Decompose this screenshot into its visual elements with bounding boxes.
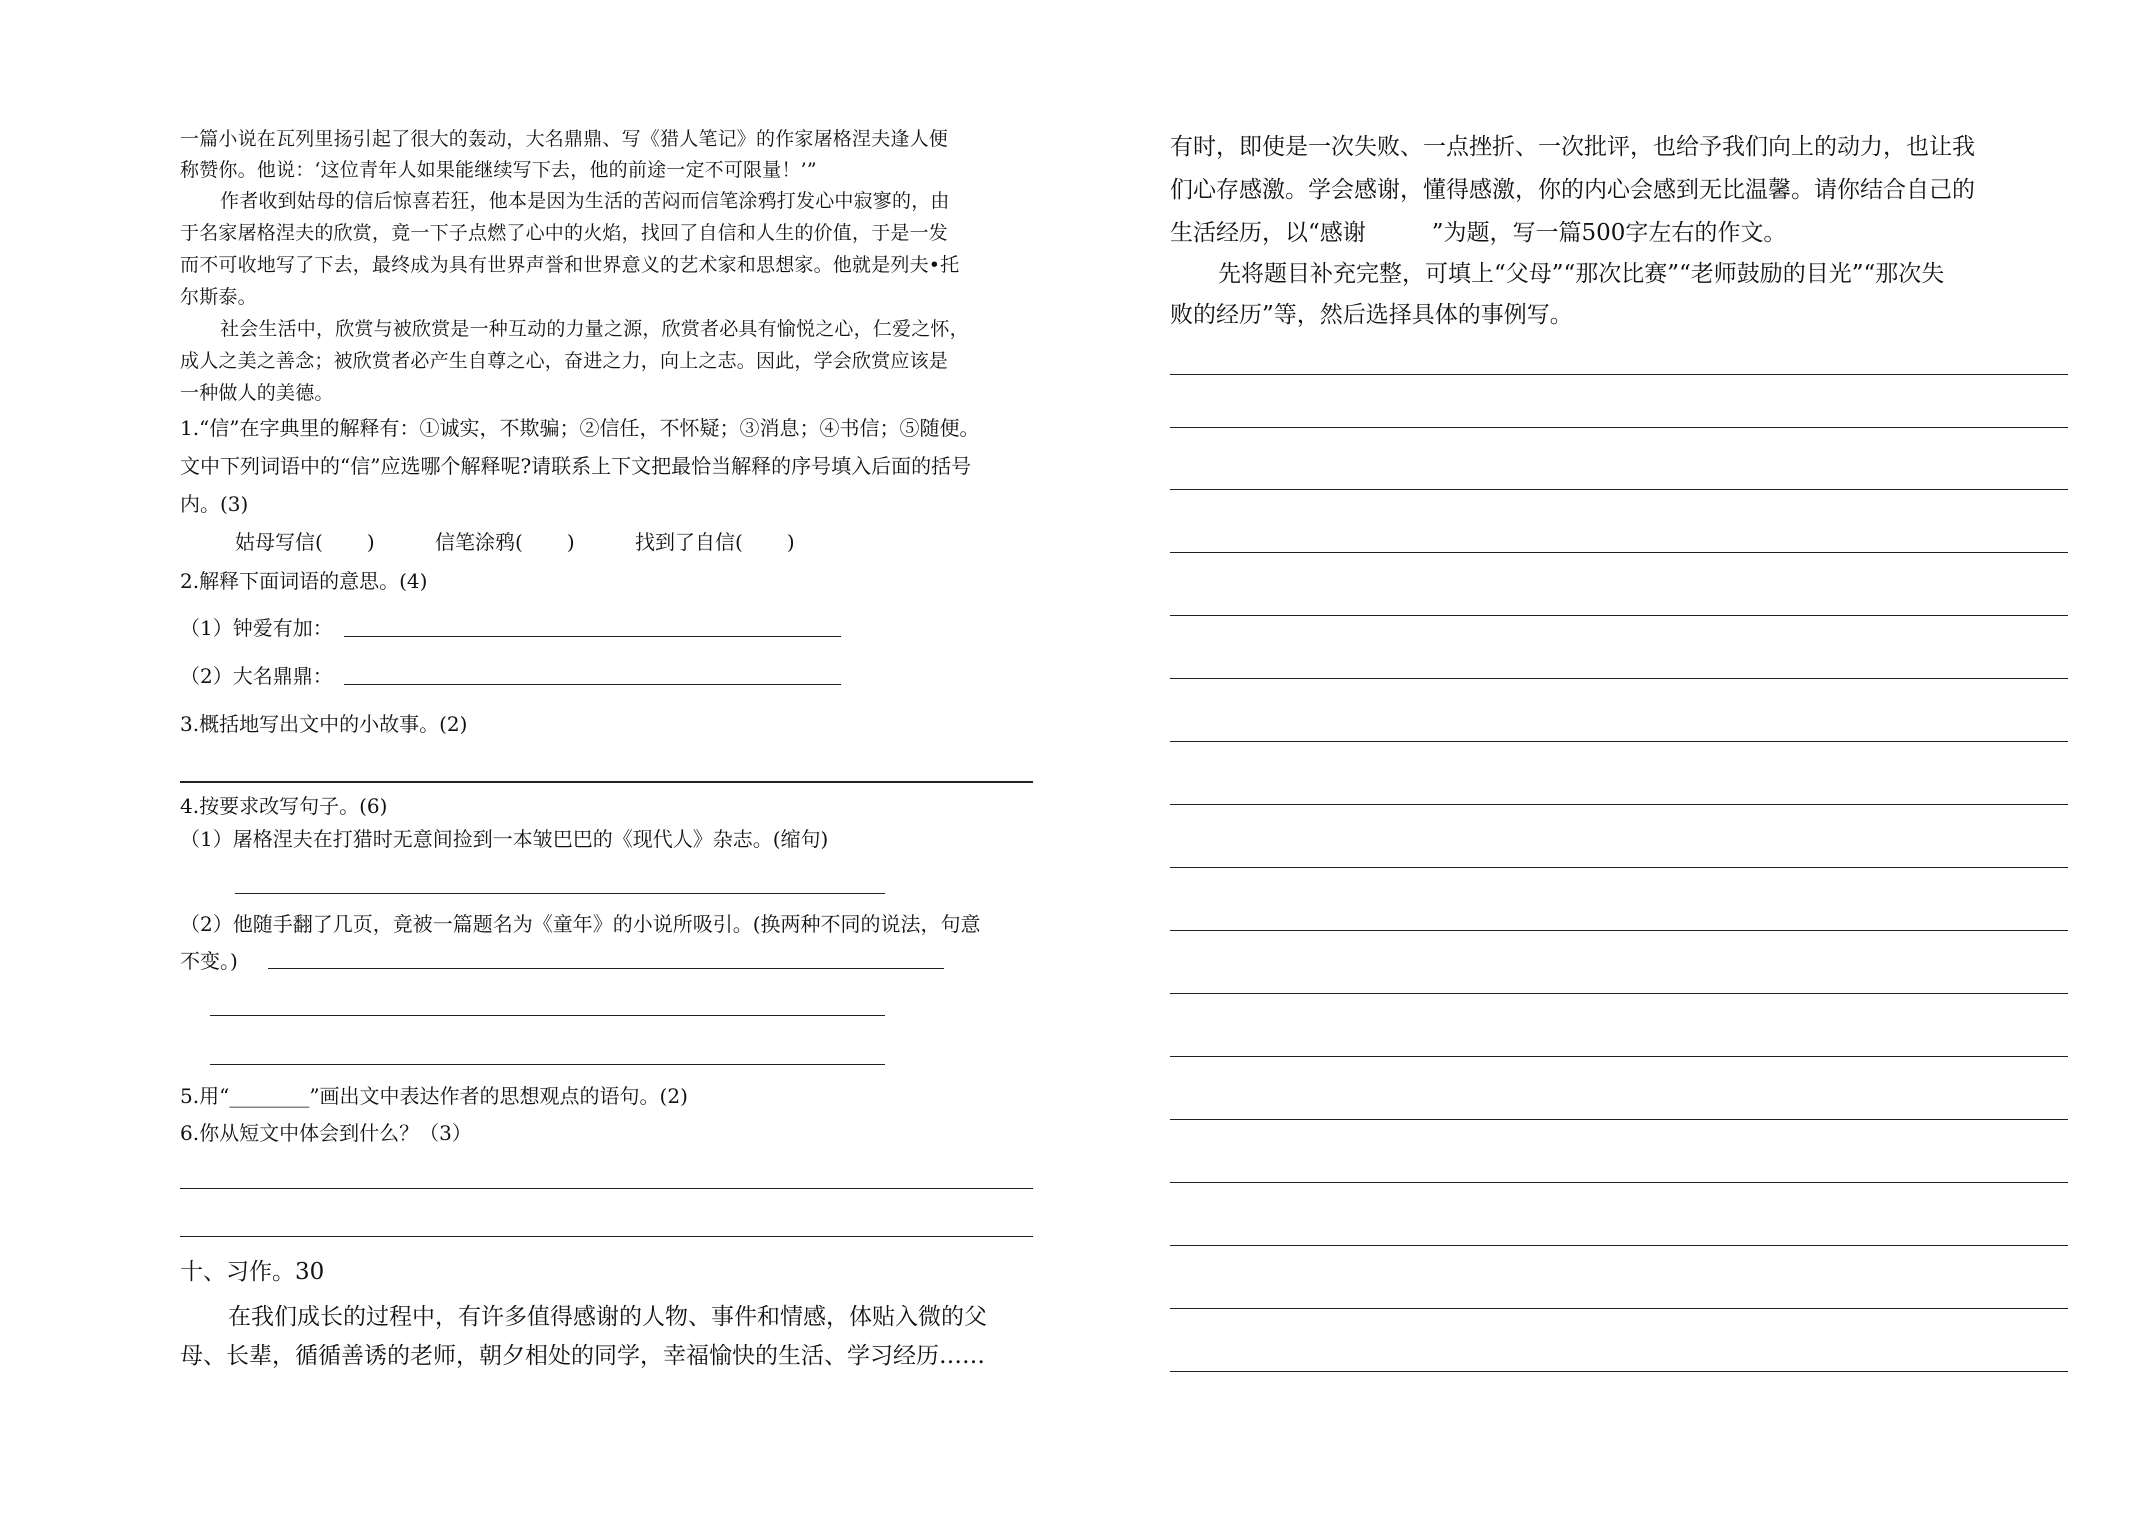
question-1-text: 文中下列词语中的“信”应选哪个解释呢?请联系上下文把最恰当解释的序号填入后面的括号 <box>180 454 972 478</box>
passage-line: 作者收到姑母的信后惊喜若狂，他本是因为生活的苦闷而信笔涂鸦打发心中寂寥的，由 <box>220 190 950 212</box>
essay-text-line: 在我们成长的过程中，有许多值得感谢的人物、事件和情感，体贴入微的父 <box>228 1304 987 1330</box>
question-1-text: 1.“信”在字典里的解释有：①诚实，不欺骗；②信任，不怀疑；③消息；④书信；⑤随便。 <box>180 416 980 440</box>
passage-line: 于名家屠格涅夫的欣赏，竟一下子点燃了心中的火焰，找回了自信和人生的价值，于是一发 <box>180 222 949 244</box>
answer-blank-2[interactable] <box>435 526 575 555</box>
writing-line[interactable] <box>1170 552 2068 553</box>
question-5-post: ”画出文中表达作者的思想观点的语句。(2) <box>309 1084 688 1108</box>
answer-line[interactable] <box>344 636 841 637</box>
writing-line[interactable] <box>1170 741 2068 742</box>
answer-line[interactable] <box>344 684 841 685</box>
paren-close: ) <box>366 530 375 554</box>
writing-line[interactable] <box>1170 1245 2068 1246</box>
question-1-text: 内。(3) <box>180 492 249 516</box>
answer-line[interactable] <box>180 1188 1033 1189</box>
answer-item-label: 找到了自信( <box>635 530 743 554</box>
question-4-sentence-2-cont: 不变。) <box>180 949 238 973</box>
essay-title-instruction <box>1170 214 1786 247</box>
answer-item-label: 信笔涂鸦( <box>435 530 523 554</box>
writing-line[interactable] <box>1170 374 2068 375</box>
question-2-title: 2.解释下面词语的意思。(4) <box>180 569 428 593</box>
writing-line[interactable] <box>1170 993 2068 994</box>
answer-blank-3[interactable] <box>635 526 795 555</box>
passage-line: 成人之美之善念；被欣赏者必产生自尊之心，奋进之力，向上之志。因此，学会欣赏应该是 <box>180 350 949 372</box>
passage-line: 一种做人的美德。 <box>180 382 334 404</box>
writing-line[interactable] <box>1170 1119 2068 1120</box>
question-3-title: 3.概括地写出文中的小故事。(2) <box>180 712 468 736</box>
writing-line[interactable] <box>1170 678 2068 679</box>
writing-line[interactable] <box>1170 1182 2068 1183</box>
writing-line[interactable] <box>1170 489 2068 490</box>
writing-line[interactable] <box>1170 427 2068 428</box>
essay-text-line: 们心存感激。学会感谢，懂得感激，你的内心会感到无比温馨。请你结合自己的 <box>1170 177 1975 203</box>
question-2-item-label: （2）大名鼎鼎： <box>180 664 333 688</box>
essay-hint-line: 先将题目补充完整，可填上“父母”“那次比赛”“老师鼓励的目光”“那次失 <box>1218 261 1945 287</box>
writing-line[interactable] <box>1170 615 2068 616</box>
passage-line: 称赞你。他说：‘这位青年人如果能继续写下去，他的前途一定不可限量！’” <box>180 159 817 181</box>
answer-line[interactable] <box>180 1236 1033 1237</box>
essay-title-post: ”为题，写一篇500字左右的作文。 <box>1431 220 1787 246</box>
essay-text-line: 有时，即使是一次失败、一点挫折、一次批评，也给予我们向上的动力，也让我 <box>1170 134 1975 160</box>
answer-line[interactable] <box>268 968 944 969</box>
essay-heading: 十、习作。30 <box>180 1259 325 1285</box>
answer-line[interactable] <box>235 893 885 894</box>
answer-line[interactable] <box>210 1064 885 1065</box>
passage-line: 尔斯泰。 <box>180 286 257 308</box>
question-2-item-label: （1）钟爱有加： <box>180 616 333 640</box>
essay-title-pre: 生活经历，以“感谢 <box>1170 220 1366 246</box>
essay-hint-line: 败的经历”等，然后选择具体的事例写。 <box>1170 302 1573 328</box>
writing-line[interactable] <box>1170 1056 2068 1057</box>
answer-line[interactable] <box>210 1015 885 1016</box>
answer-line[interactable] <box>180 781 1033 783</box>
passage-line: 社会生活中，欣赏与被欣赏是一种互动的力量之源，欣赏者必具有愉悦之心，仁爱之怀， <box>220 318 969 340</box>
writing-line[interactable] <box>1170 804 2068 805</box>
answer-item-label: 姑母写信( <box>235 530 323 554</box>
essay-text-line: 母、长辈，循循善诱的老师，朝夕相处的同学，幸福愉快的生活、学习经历…… <box>180 1343 985 1369</box>
wavy-underline-mark: ________ <box>229 1084 310 1108</box>
question-6-title: 6.你从短文中体会到什么？（3） <box>180 1121 472 1145</box>
writing-line[interactable] <box>1170 867 2068 868</box>
writing-line[interactable] <box>1170 1371 2068 1372</box>
passage-line: 一篇小说在瓦列里扬引起了很大的轰动，大名鼎鼎、写《猎人笔记》的作家屠格涅夫逢人便 <box>180 128 949 150</box>
paren-close: ) <box>566 530 575 554</box>
writing-line[interactable] <box>1170 1308 2068 1309</box>
question-5-pre: 5.用“ <box>180 1084 230 1108</box>
writing-line[interactable] <box>1170 930 2068 931</box>
answer-blank-1[interactable] <box>235 526 375 555</box>
question-4-sentence-1: （1）屠格涅夫在打猎时无意间捡到一本皱巴巴的《现代人》杂志。(缩句) <box>180 827 829 851</box>
question-4-title: 4.按要求改写句子。(6) <box>180 794 388 818</box>
question-5 <box>180 1080 688 1109</box>
paren-close: ) <box>786 530 795 554</box>
passage-line: 而不可收地写了下去，最终成为具有世界声誉和世界意义的艺术家和思想家。他就是列夫•托 <box>180 254 960 276</box>
question-4-sentence-2: （2）他随手翻了几页，竟被一篇题名为《童年》的小说所吸引。(换两种不同的说法，句意 <box>180 912 981 936</box>
